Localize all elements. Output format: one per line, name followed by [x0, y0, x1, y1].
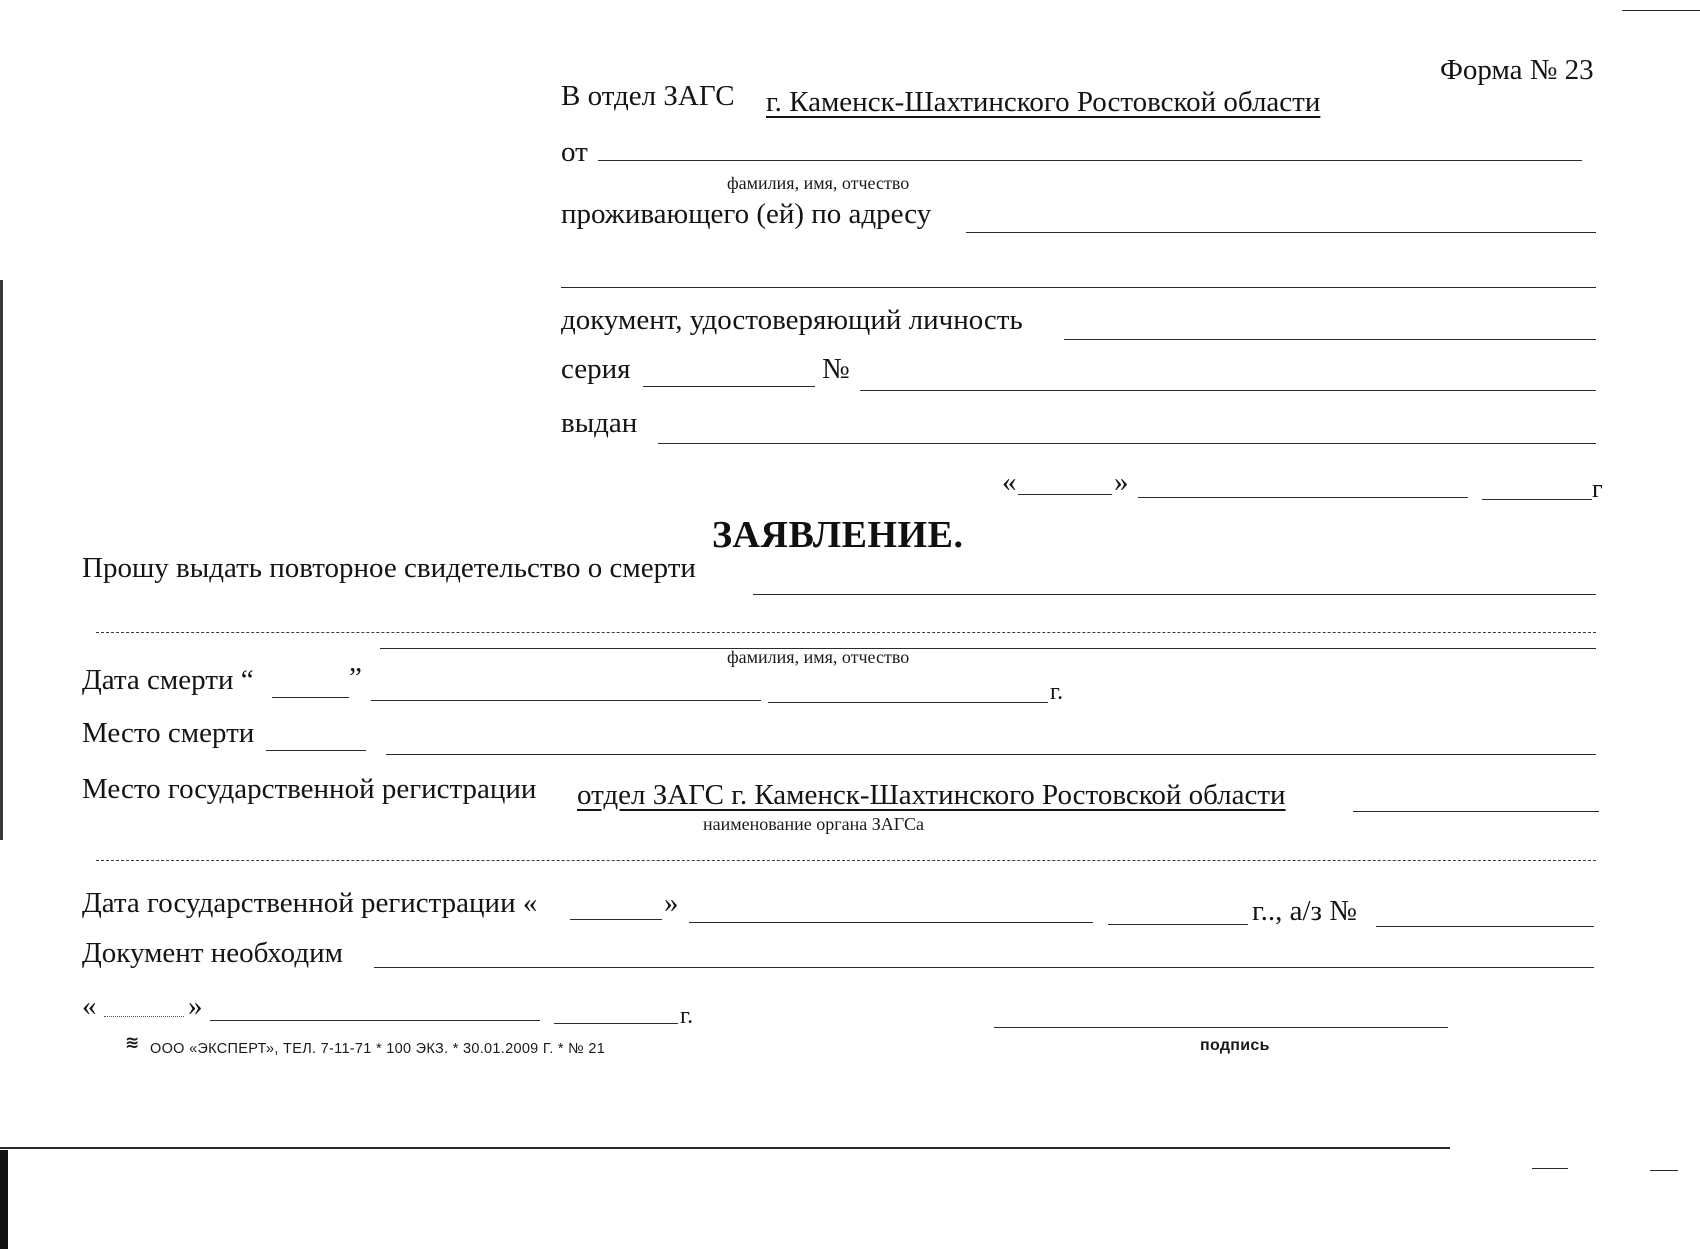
sign-month-field[interactable]	[210, 1020, 540, 1021]
sign-date-open-quote: «	[82, 990, 97, 1022]
scan-edge-left-bottom	[0, 1150, 8, 1249]
registration-place-label: Место государственной регистрации	[82, 773, 537, 805]
record-number-field[interactable]	[1376, 926, 1594, 927]
issue-year-field[interactable]	[1482, 499, 1592, 500]
death-place-label: Место смерти	[82, 717, 255, 749]
deceased-name-field-2[interactable]	[96, 632, 1596, 633]
applicant-fio-caption: фамилия, имя, отчество	[727, 173, 910, 193]
registration-place-value: отдел ЗАГС г. Каменск-Шахтинского Ростовской области	[577, 779, 1286, 811]
number-label: №	[822, 353, 850, 385]
death-month-field[interactable]	[371, 700, 761, 701]
registration-date-close-quote: »	[664, 887, 679, 919]
series-label: серия	[561, 353, 631, 385]
death-year-field[interactable]	[768, 702, 1048, 703]
document-needed-label: Документ необходим	[82, 937, 343, 969]
document-needed-field[interactable]	[374, 967, 1594, 968]
registration-place-field-tail	[1353, 811, 1599, 812]
signature-caption: подпись	[1200, 1037, 1270, 1054]
scan-edge-left-top	[0, 280, 3, 840]
registration-month-field[interactable]	[689, 922, 1093, 923]
printer-mark-icon: ≋	[125, 1033, 140, 1052]
death-year-suffix: г.	[1050, 679, 1064, 705]
document-title: ЗАЯВЛЕНИЕ.	[712, 514, 964, 556]
id-document-label: документ, удостоверяющий личность	[561, 304, 1023, 336]
sign-date-close-quote: »	[188, 990, 203, 1022]
series-field[interactable]	[643, 386, 815, 387]
registration-day-field[interactable]	[570, 919, 662, 920]
issue-date-close-quote: »	[1114, 466, 1129, 498]
record-number-label: г.., а/з №	[1252, 895, 1357, 927]
death-place-field-2[interactable]	[386, 754, 1596, 755]
issue-month-field[interactable]	[1138, 497, 1468, 498]
registration-date-label: Дата государственной регистрации «	[82, 887, 538, 919]
scan-bottom-rule-2	[1532, 1168, 1568, 1169]
scan-edge-top-right	[1622, 10, 1700, 11]
address-field-1[interactable]	[966, 232, 1596, 233]
issue-year-suffix: г	[1592, 474, 1603, 503]
applicant-name-field[interactable]	[598, 160, 1582, 161]
death-date-label: Дата смерти “	[82, 664, 254, 696]
death-place-field-1[interactable]	[266, 750, 366, 751]
registration-place-field-2[interactable]	[96, 860, 1596, 861]
death-day-field[interactable]	[272, 697, 349, 698]
addressee-value: г. Каменск-Шахтинского Ростовской области	[766, 86, 1321, 118]
request-text: Прошу выдать повторное свидетельство о смерти	[82, 552, 696, 584]
scan-bottom-rule	[0, 1147, 1450, 1149]
form-number: Форма № 23	[1440, 54, 1594, 86]
printer-info: ООО «ЭКСПЕРТ», ТЕЛ. 7-11-71 * 100 ЭКЗ. * 30.01.2009 Г. * № 21	[150, 1041, 606, 1057]
signature-field[interactable]	[994, 1027, 1448, 1028]
deceased-name-field-1[interactable]	[753, 594, 1596, 595]
issue-date-open-quote: «	[1002, 466, 1017, 498]
address-field-2[interactable]	[561, 287, 1596, 288]
scan-bottom-rule-3	[1650, 1170, 1678, 1171]
issue-day-field[interactable]	[1018, 494, 1112, 495]
registration-year-field[interactable]	[1108, 924, 1248, 925]
deceased-fio-caption: фамилия, имя, отчество	[727, 647, 910, 667]
address-label: проживающего (ей) по адресу	[561, 198, 932, 230]
sign-year-suffix: г.	[680, 1003, 694, 1029]
number-field[interactable]	[860, 390, 1596, 391]
death-date-close-quote: ”	[349, 662, 362, 694]
deceased-name-field-3	[380, 648, 1596, 649]
sign-year-field[interactable]	[554, 1023, 678, 1024]
sign-day-field[interactable]	[104, 1016, 184, 1017]
addressee-label: В отдел ЗАГС	[561, 80, 735, 112]
issued-label: выдан	[561, 407, 638, 439]
issued-by-field[interactable]	[658, 443, 1596, 444]
id-document-field[interactable]	[1064, 339, 1596, 340]
from-label: от	[561, 136, 588, 168]
registration-place-caption: наименование органа ЗАГСа	[703, 814, 924, 834]
